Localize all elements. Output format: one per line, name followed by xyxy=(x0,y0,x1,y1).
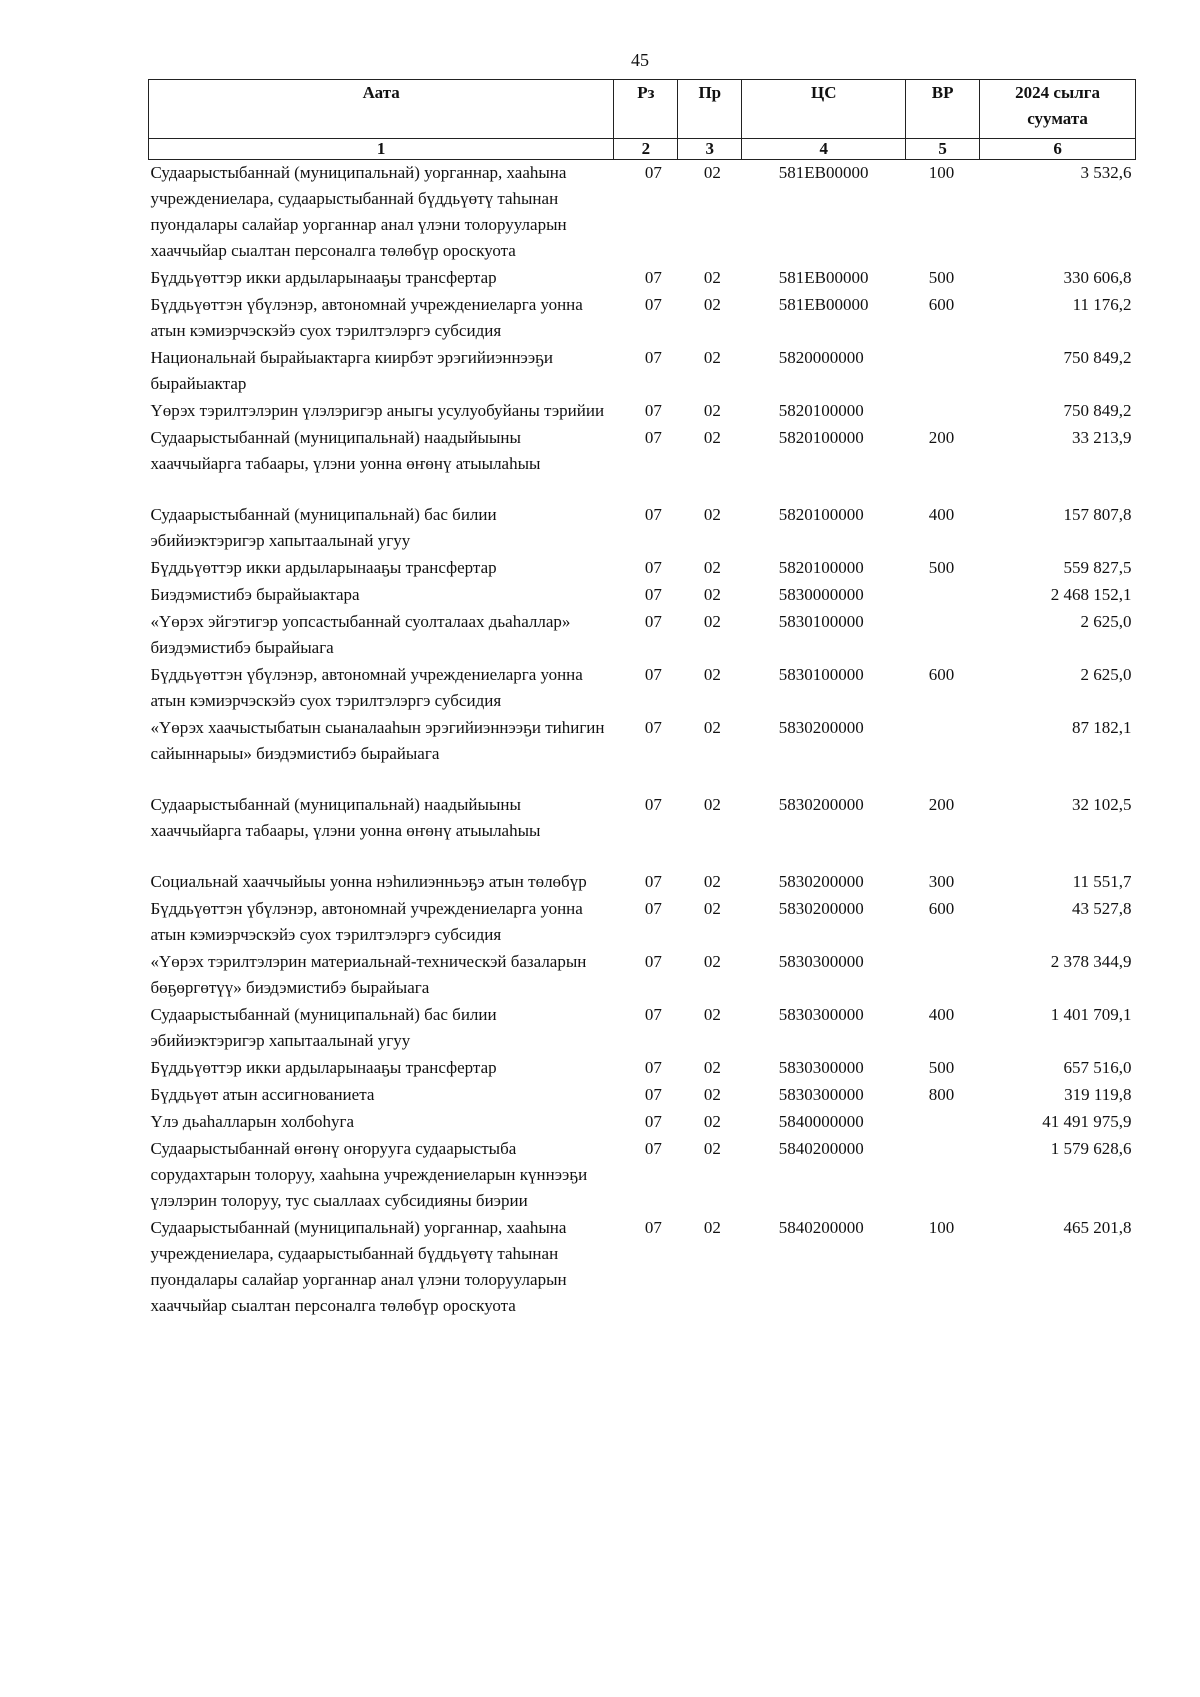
cell-name: Судаарыстыбаннай (муниципальнай) бас билии эбийиэктэригэр хапытаалынай угуу xyxy=(150,1005,497,1050)
cell-pr: 02 xyxy=(703,401,721,420)
cell-name: «Үөрэх хаачыстыбатын сыаналааһын эрэгийиэннээҕи тиһигин сайыннарыы» биэдэмистибэ бырайыага xyxy=(150,718,605,763)
cell-sum: 657 516,0 xyxy=(1063,1058,1132,1077)
cell-pr: 02 xyxy=(703,1218,721,1237)
cell-rz: 07 xyxy=(644,268,662,287)
table-row xyxy=(149,425,1136,502)
cell-vr xyxy=(906,949,980,1002)
cell-cs: 5830200000 xyxy=(778,872,864,891)
cell-name: Судаарыстыбаннай (муниципальнай) бас билии эбийиэктэригэр хапытаалынай угуу xyxy=(150,505,497,550)
column-number: 4 xyxy=(742,139,906,160)
cell-vr: 500 xyxy=(928,1058,955,1077)
cell-rz: 07 xyxy=(644,795,662,814)
table-row xyxy=(149,896,1136,949)
cell-pr: 02 xyxy=(703,585,721,604)
cell-name: Үөрэх тэрилтэлэрин үлэлэригэр аныгы усулуобуйаны тэрийии xyxy=(150,401,605,420)
page-number: 45 xyxy=(631,50,649,70)
cell-pr: 02 xyxy=(703,558,721,577)
table-row xyxy=(149,1215,1136,1320)
cell-pr: 02 xyxy=(703,899,721,918)
column-number: 6 xyxy=(980,139,1136,160)
table-row xyxy=(149,1055,1136,1082)
cell-cs: 5820000000 xyxy=(778,348,864,367)
cell-vr: 500 xyxy=(928,558,955,577)
cell-cs: 5840000000 xyxy=(778,1112,864,1131)
cell-sum: 157 807,8 xyxy=(1063,505,1132,524)
cell-pr: 02 xyxy=(703,952,721,971)
cell-vr: 500 xyxy=(928,268,955,287)
cell-name: «Үөрэх эйгэтигэр уопсастыбаннай суолталаах дьаһаллар» биэдэмистибэ бырайыага xyxy=(150,612,571,657)
column-number: 2 xyxy=(614,139,678,160)
cell-vr xyxy=(906,345,980,398)
header-vr: ВР xyxy=(906,80,980,139)
cell-name: Судаарыстыбаннай (муниципальнай) наадыйыыны хааччыйарга табаары, үлэни уонна өҥөнү атыылаһыы xyxy=(150,795,541,840)
cell-cs: 5830100000 xyxy=(778,665,864,684)
cell-name: Судаарыстыбаннай (муниципальнай) уорганнар, хааһына учреждениелара, судаарыстыбаннай бүддьүөтү таһынан пуондалары салайар уорганнар анал үлэни толорууларын хааччыйар сыалтан персоналга төлөбүр ороскуота xyxy=(150,1218,567,1315)
cell-sum: 750 849,2 xyxy=(1063,348,1132,367)
header-sum: 2024 сылга суумата xyxy=(980,80,1136,139)
cell-cs: 5820100000 xyxy=(778,401,864,420)
cell-vr: 200 xyxy=(928,795,955,814)
cell-vr xyxy=(906,715,980,792)
cell-sum: 32 102,5 xyxy=(1072,795,1132,814)
cell-name: Судаарыстыбаннай өҥөнү оҥорууга судаарыстыба сорудахтарын толоруу, хааһына учреждениеларын күннээҕи үлэлэрин толоруу, тус сыаллаах субсидияны биэрии xyxy=(150,1139,588,1210)
cell-name: Бүддьүөттэр икки ардыларынааҕы трансфертар xyxy=(150,1058,497,1077)
table-body xyxy=(149,160,1136,1321)
table-row xyxy=(149,869,1136,896)
cell-rz: 07 xyxy=(644,558,662,577)
cell-vr: 100 xyxy=(928,1218,955,1237)
table-row xyxy=(149,582,1136,609)
cell-rz: 07 xyxy=(644,1085,662,1104)
cell-sum: 2 625,0 xyxy=(1080,612,1132,631)
cell-pr: 02 xyxy=(703,1085,721,1104)
cell-cs: 5820100000 xyxy=(778,428,864,447)
budget-table xyxy=(148,79,1136,1320)
cell-vr: 400 xyxy=(928,1005,955,1024)
cell-cs: 5830300000 xyxy=(778,1085,864,1104)
cell-sum: 319 119,8 xyxy=(1064,1085,1132,1104)
cell-pr: 02 xyxy=(703,348,721,367)
cell-rz: 07 xyxy=(644,428,662,447)
cell-cs: 5830000000 xyxy=(778,585,864,604)
cell-pr: 02 xyxy=(703,665,721,684)
cell-rz: 07 xyxy=(644,1058,662,1077)
cell-pr: 02 xyxy=(703,872,721,891)
cell-sum: 465 201,8 xyxy=(1063,1218,1132,1237)
cell-vr xyxy=(906,1136,980,1215)
cell-cs: 5830200000 xyxy=(778,718,864,737)
cell-name: Национальнай бырайыактарга киирбэт эрэгийиэннээҕи бырайыактар xyxy=(150,348,554,393)
cell-cs: 5820100000 xyxy=(778,505,864,524)
cell-rz: 07 xyxy=(644,872,662,891)
table-row xyxy=(149,1136,1136,1215)
cell-rz: 07 xyxy=(644,295,662,314)
table-row xyxy=(149,609,1136,662)
cell-cs: 5840200000 xyxy=(778,1218,864,1237)
cell-name: «Үөрэх тэрилтэлэрин материальнай-техническэй базаларын бөҕөргөтүү» биэдэмистибэ бырайыага xyxy=(150,952,587,997)
cell-name: Бүддьүөт атын ассигнованиета xyxy=(150,1085,375,1104)
cell-sum: 2 468 152,1 xyxy=(1050,585,1132,604)
cell-cs: 5840200000 xyxy=(778,1139,864,1158)
table-row xyxy=(149,555,1136,582)
table-row xyxy=(149,792,1136,869)
table-row xyxy=(149,265,1136,292)
cell-pr: 02 xyxy=(703,1058,721,1077)
cell-cs: 5830200000 xyxy=(778,795,864,814)
cell-name: Бүддьүөттэн үбүлэнэр, автономнай учреждениеларга уонна атын кэмиэрчэскэйэ суох тэрилтэлэргэ субсидия xyxy=(150,899,583,944)
cell-name: Бүддьүөттэр икки ардыларынааҕы трансфертар xyxy=(150,558,497,577)
cell-rz: 07 xyxy=(644,505,662,524)
cell-cs: 5830300000 xyxy=(778,952,864,971)
header-cs: ЦС xyxy=(742,80,906,139)
cell-sum: 2 625,0 xyxy=(1080,665,1132,684)
cell-sum: 11 176,2 xyxy=(1072,295,1132,314)
cell-pr: 02 xyxy=(703,795,721,814)
cell-vr: 100 xyxy=(928,163,955,182)
cell-rz: 07 xyxy=(644,952,662,971)
cell-pr: 02 xyxy=(703,428,721,447)
header-rz: Рз xyxy=(614,80,678,139)
cell-vr: 200 xyxy=(928,428,955,447)
table-row xyxy=(149,949,1136,1002)
cell-sum: 87 182,1 xyxy=(1072,718,1132,737)
cell-vr: 800 xyxy=(928,1085,955,1104)
cell-rz: 07 xyxy=(644,1112,662,1131)
table-row xyxy=(149,292,1136,345)
cell-vr xyxy=(906,1109,980,1136)
cell-rz: 07 xyxy=(644,1139,662,1158)
cell-vr xyxy=(906,609,980,662)
cell-rz: 07 xyxy=(644,612,662,631)
cell-sum: 1 579 628,6 xyxy=(1050,1139,1132,1158)
cell-vr xyxy=(906,582,980,609)
cell-name: Бүддьүөттэн үбүлэнэр, автономнай учреждениеларга уонна атын кэмиэрчэскэйэ суох тэрилтэлэргэ субсидия xyxy=(150,665,583,710)
cell-rz: 07 xyxy=(644,348,662,367)
cell-pr: 02 xyxy=(703,1139,721,1158)
cell-rz: 07 xyxy=(644,401,662,420)
cell-cs: 581EB00000 xyxy=(778,163,869,182)
cell-vr xyxy=(906,398,980,425)
cell-pr: 02 xyxy=(703,268,721,287)
cell-name: Бүддьүөттэн үбүлэнэр, автономнай учреждениеларга уонна атын кэмиэрчэскэйэ суох тэрилтэлэргэ субсидия xyxy=(150,295,583,340)
cell-pr: 02 xyxy=(703,295,721,314)
cell-pr: 02 xyxy=(703,718,721,737)
cell-sum: 11 551,7 xyxy=(1072,872,1132,891)
cell-pr: 02 xyxy=(703,163,721,182)
cell-vr: 600 xyxy=(928,665,955,684)
cell-rz: 07 xyxy=(644,899,662,918)
table-row xyxy=(149,398,1136,425)
table-header xyxy=(149,80,1136,160)
cell-sum: 559 827,5 xyxy=(1063,558,1132,577)
cell-sum: 750 849,2 xyxy=(1063,401,1132,420)
table-row xyxy=(149,1082,1136,1109)
cell-name: Социальнай хааччыйыы уонна нэһилиэнньэҕэ атын төлөбүр xyxy=(150,872,587,891)
table-row xyxy=(149,662,1136,715)
cell-cs: 5830300000 xyxy=(778,1005,864,1024)
cell-rz: 07 xyxy=(644,665,662,684)
cell-name: Судаарыстыбаннай (муниципальнай) уорганнар, хааһына учреждениелара, судаарыстыбаннай бүддьүөтү таһынан пуондалары салайар уорганнар анал үлэни толорууларын хааччыйар сыалтан персоналга төлөбүр ороскуота xyxy=(150,163,567,260)
cell-rz: 07 xyxy=(644,1005,662,1024)
cell-name: Бүддьүөттэр икки ардыларынааҕы трансфертар xyxy=(150,268,497,287)
cell-cs: 5830200000 xyxy=(778,899,864,918)
table-row xyxy=(149,1109,1136,1136)
cell-sum: 330 606,8 xyxy=(1063,268,1132,287)
cell-vr: 600 xyxy=(928,295,955,314)
table-row xyxy=(149,1002,1136,1055)
cell-vr: 600 xyxy=(928,899,955,918)
cell-pr: 02 xyxy=(703,612,721,631)
cell-vr: 400 xyxy=(928,505,955,524)
header-pr: Пр xyxy=(678,80,742,139)
table-row xyxy=(149,502,1136,555)
column-number: 5 xyxy=(906,139,980,160)
cell-pr: 02 xyxy=(703,505,721,524)
cell-cs: 5820100000 xyxy=(778,558,864,577)
header-name: Аата xyxy=(149,80,614,139)
cell-name: Үлэ дьаһалларын холбоһуга xyxy=(150,1112,355,1131)
cell-cs: 5830100000 xyxy=(778,612,864,631)
cell-pr: 02 xyxy=(703,1112,721,1131)
column-number: 1 xyxy=(149,139,614,160)
cell-sum: 3 532,6 xyxy=(1080,163,1132,182)
cell-rz: 07 xyxy=(644,1218,662,1237)
cell-pr: 02 xyxy=(703,1005,721,1024)
column-number: 3 xyxy=(678,139,742,160)
cell-name: Биэдэмистибэ бырайыактара xyxy=(150,585,360,604)
cell-cs: 581EB00000 xyxy=(778,295,869,314)
cell-sum: 1 401 709,1 xyxy=(1050,1005,1132,1024)
cell-name: Судаарыстыбаннай (муниципальнай) наадыйыыны хааччыйарга табаары, үлэни уонна өҥөнү атыылаһыы xyxy=(150,428,541,473)
table-row xyxy=(149,345,1136,398)
cell-sum: 2 378 344,9 xyxy=(1050,952,1132,971)
cell-vr: 300 xyxy=(928,872,955,891)
table-row xyxy=(149,715,1136,792)
cell-cs: 5830300000 xyxy=(778,1058,864,1077)
table-row xyxy=(149,160,1136,266)
cell-rz: 07 xyxy=(644,718,662,737)
cell-rz: 07 xyxy=(644,163,662,182)
cell-rz: 07 xyxy=(644,585,662,604)
cell-sum: 33 213,9 xyxy=(1072,428,1132,447)
cell-sum: 43 527,8 xyxy=(1072,899,1132,918)
cell-sum: 41 491 975,9 xyxy=(1042,1112,1132,1131)
cell-cs: 581EB00000 xyxy=(778,268,869,287)
